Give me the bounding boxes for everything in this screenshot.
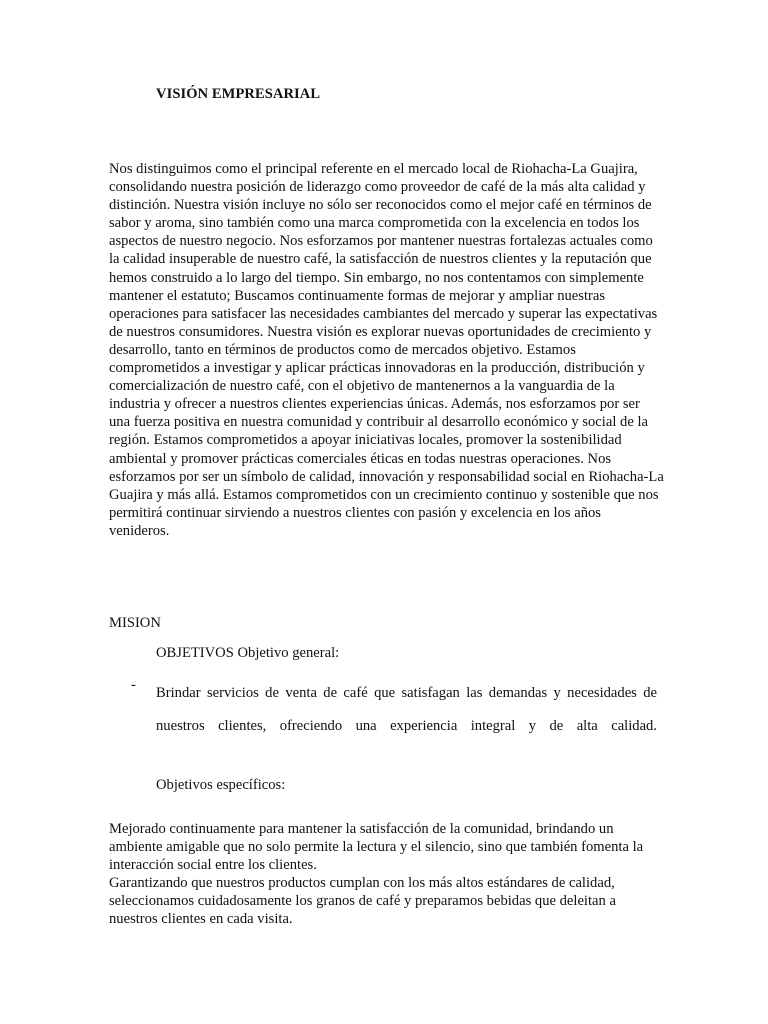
vision-paragraph: Nos distinguimos como el principal referente en el mercado local de Riohacha-La Guajira, consolidando nuestra posición de liderazgo como proveedor de café de la más alta calidad y distinción. Nuestra visión incluye no sólo ser reconocidos como el mejor café en términos de sabor y aroma, sino también como una marca comprometida con la excelencia en todos los aspectos de nuestro negocio. Nos esforzamos por mantener nuestras fortalezas actuales como la calidad insuperable de nuestro café, la satisfacción de nuestros clientes y la reputación que hemos construido a lo largo del tiempo. Sin embargo, no nos contentamos con simplemente mantener el estatuto; Buscamos continuamente formas de mejorar y ampliar nuestras operaciones para satisfacer las necesidades cambiantes del mercado y superar las expectativas de nuestros consumidores. Nuestra visión es explorar nuevas oportunidades de crecimiento y desarrollo, tanto en términos de productos como de mercados objetivo. Estamos comprometidos a investigar y aplicar prácticas innovadoras en la producción, distribución y comercialización de nuestro café, con el objetivo de mantenernos a la vanguardia de la industria y ofrecer a nuestros clientes experiencias únicas. Además, nos esforzamos por ser una fuerza positiva en nuestra comunidad y contribuir al desarrollo económico y social de la región. Estamos comprometidos a apoyar iniciativas locales, promover la sostenibilidad ambiental y promover prácticas comerciales éticas en todas nuestras operaciones. Nos esforzamos por ser un símbolo de calidad, innovación y responsabilidad social en Riohacha-La Guajira y más allá. Estamos comprometidos con un crecimiento continuo y sostenible que nos permitirá continuar sirviendo a nuestros clientes con pasión y excelencia en los años venideros. bbox=[109, 161, 664, 539]
objetivos-general-heading: OBJETIVOS Objetivo general: bbox=[156, 645, 340, 661]
bullet-marker: - bbox=[131, 677, 136, 693]
specific-objectives bbox=[109, 820, 664, 929]
general-objective-text: Brindar servicios de venta de café que satisfagan las demandas y necesidades de nuestros clientes, ofreciendo una experiencia integral y de alta calidad. bbox=[156, 685, 657, 734]
specific-objective-paragraph: Mejorado continuamente para mantener la satisfacción de la comunidad, brindando un ambiente amigable que no solo permite la lectura y el silencio, sino que también fomenta la interacción social entre los clientes. bbox=[109, 821, 644, 874]
objetivos-especificos-heading: Objetivos específicos: bbox=[156, 777, 286, 793]
mision-heading: MISION bbox=[109, 615, 161, 631]
specific-objective-paragraph: Garantizando que nuestros productos cumplan con los más altos estándares de calidad, seleccionamos cuidadosamente los granos de café y preparamos bebidas que deleitan a nuestros clientes en cada visita. bbox=[109, 875, 616, 928]
vision-title: VISIÓN EMPRESARIAL bbox=[156, 86, 321, 102]
